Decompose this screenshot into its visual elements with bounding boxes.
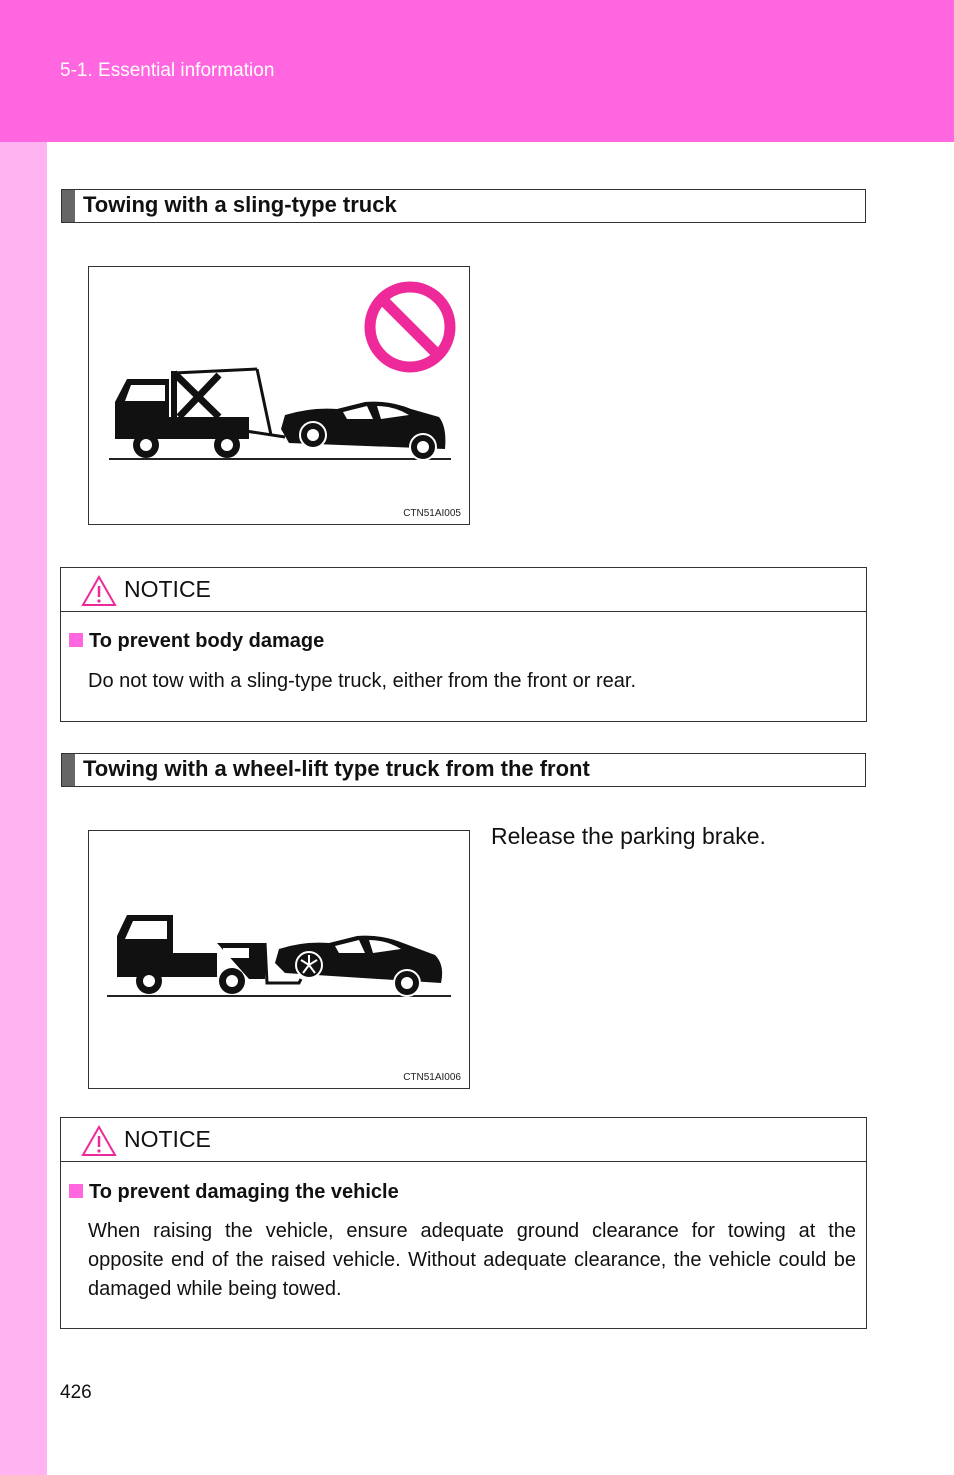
- side-band: [0, 142, 47, 1475]
- figure-code: CTN51AI006: [403, 1072, 461, 1083]
- section-marker: [62, 754, 75, 786]
- tow-truck-icon: [115, 369, 285, 439]
- prohibition-icon: [370, 287, 450, 367]
- notice-body: When raising the vehicle, ensure adequate ground clearance for towing at the opposite end of the raised vehicle. Without adequate clearance, the vehicle could be damaged while being towed.: [88, 1220, 856, 1300]
- section-title-wheel-lift: [61, 753, 866, 787]
- figure-sling-truck: [88, 266, 470, 525]
- section-title-text: Towing with a sling-type truck: [83, 192, 397, 217]
- notice-box-body-damage: [60, 567, 867, 722]
- notice-header: [61, 1118, 866, 1162]
- notice-subheading: To prevent damaging the vehicle: [69, 1181, 399, 1204]
- warning-triangle-icon: [81, 1125, 117, 1157]
- warning-triangle-icon: [81, 575, 117, 607]
- car-icon: [275, 936, 442, 996]
- sling-truck-illustration: [89, 267, 471, 526]
- figure-wheel-lift-truck: [88, 830, 470, 1089]
- page-number: 426: [60, 1382, 92, 1403]
- notice-box-vehicle-damage: [60, 1117, 867, 1329]
- section-title-text: Towing with a wheel-lift type truck from the front: [83, 756, 590, 781]
- breadcrumb: 5-1. Essential information: [60, 60, 275, 81]
- square-bullet-icon: [69, 1184, 83, 1198]
- notice-body: Do not tow with a sling-type truck, either from the front or rear.: [88, 670, 637, 692]
- notice-label: NOTICE: [124, 1126, 211, 1152]
- notice-subheading: To prevent body damage: [69, 630, 324, 653]
- notice-label: NOTICE: [124, 576, 211, 602]
- notice-header: [61, 568, 866, 612]
- section-title-sling: [61, 189, 866, 223]
- figure-code: CTN51AI005: [403, 508, 461, 519]
- section-marker: [62, 190, 75, 222]
- car-icon: [281, 402, 445, 460]
- wheel-lift-illustration: [89, 831, 471, 1090]
- instruction-text: Release the parking brake.: [491, 823, 766, 849]
- square-bullet-icon: [69, 633, 83, 647]
